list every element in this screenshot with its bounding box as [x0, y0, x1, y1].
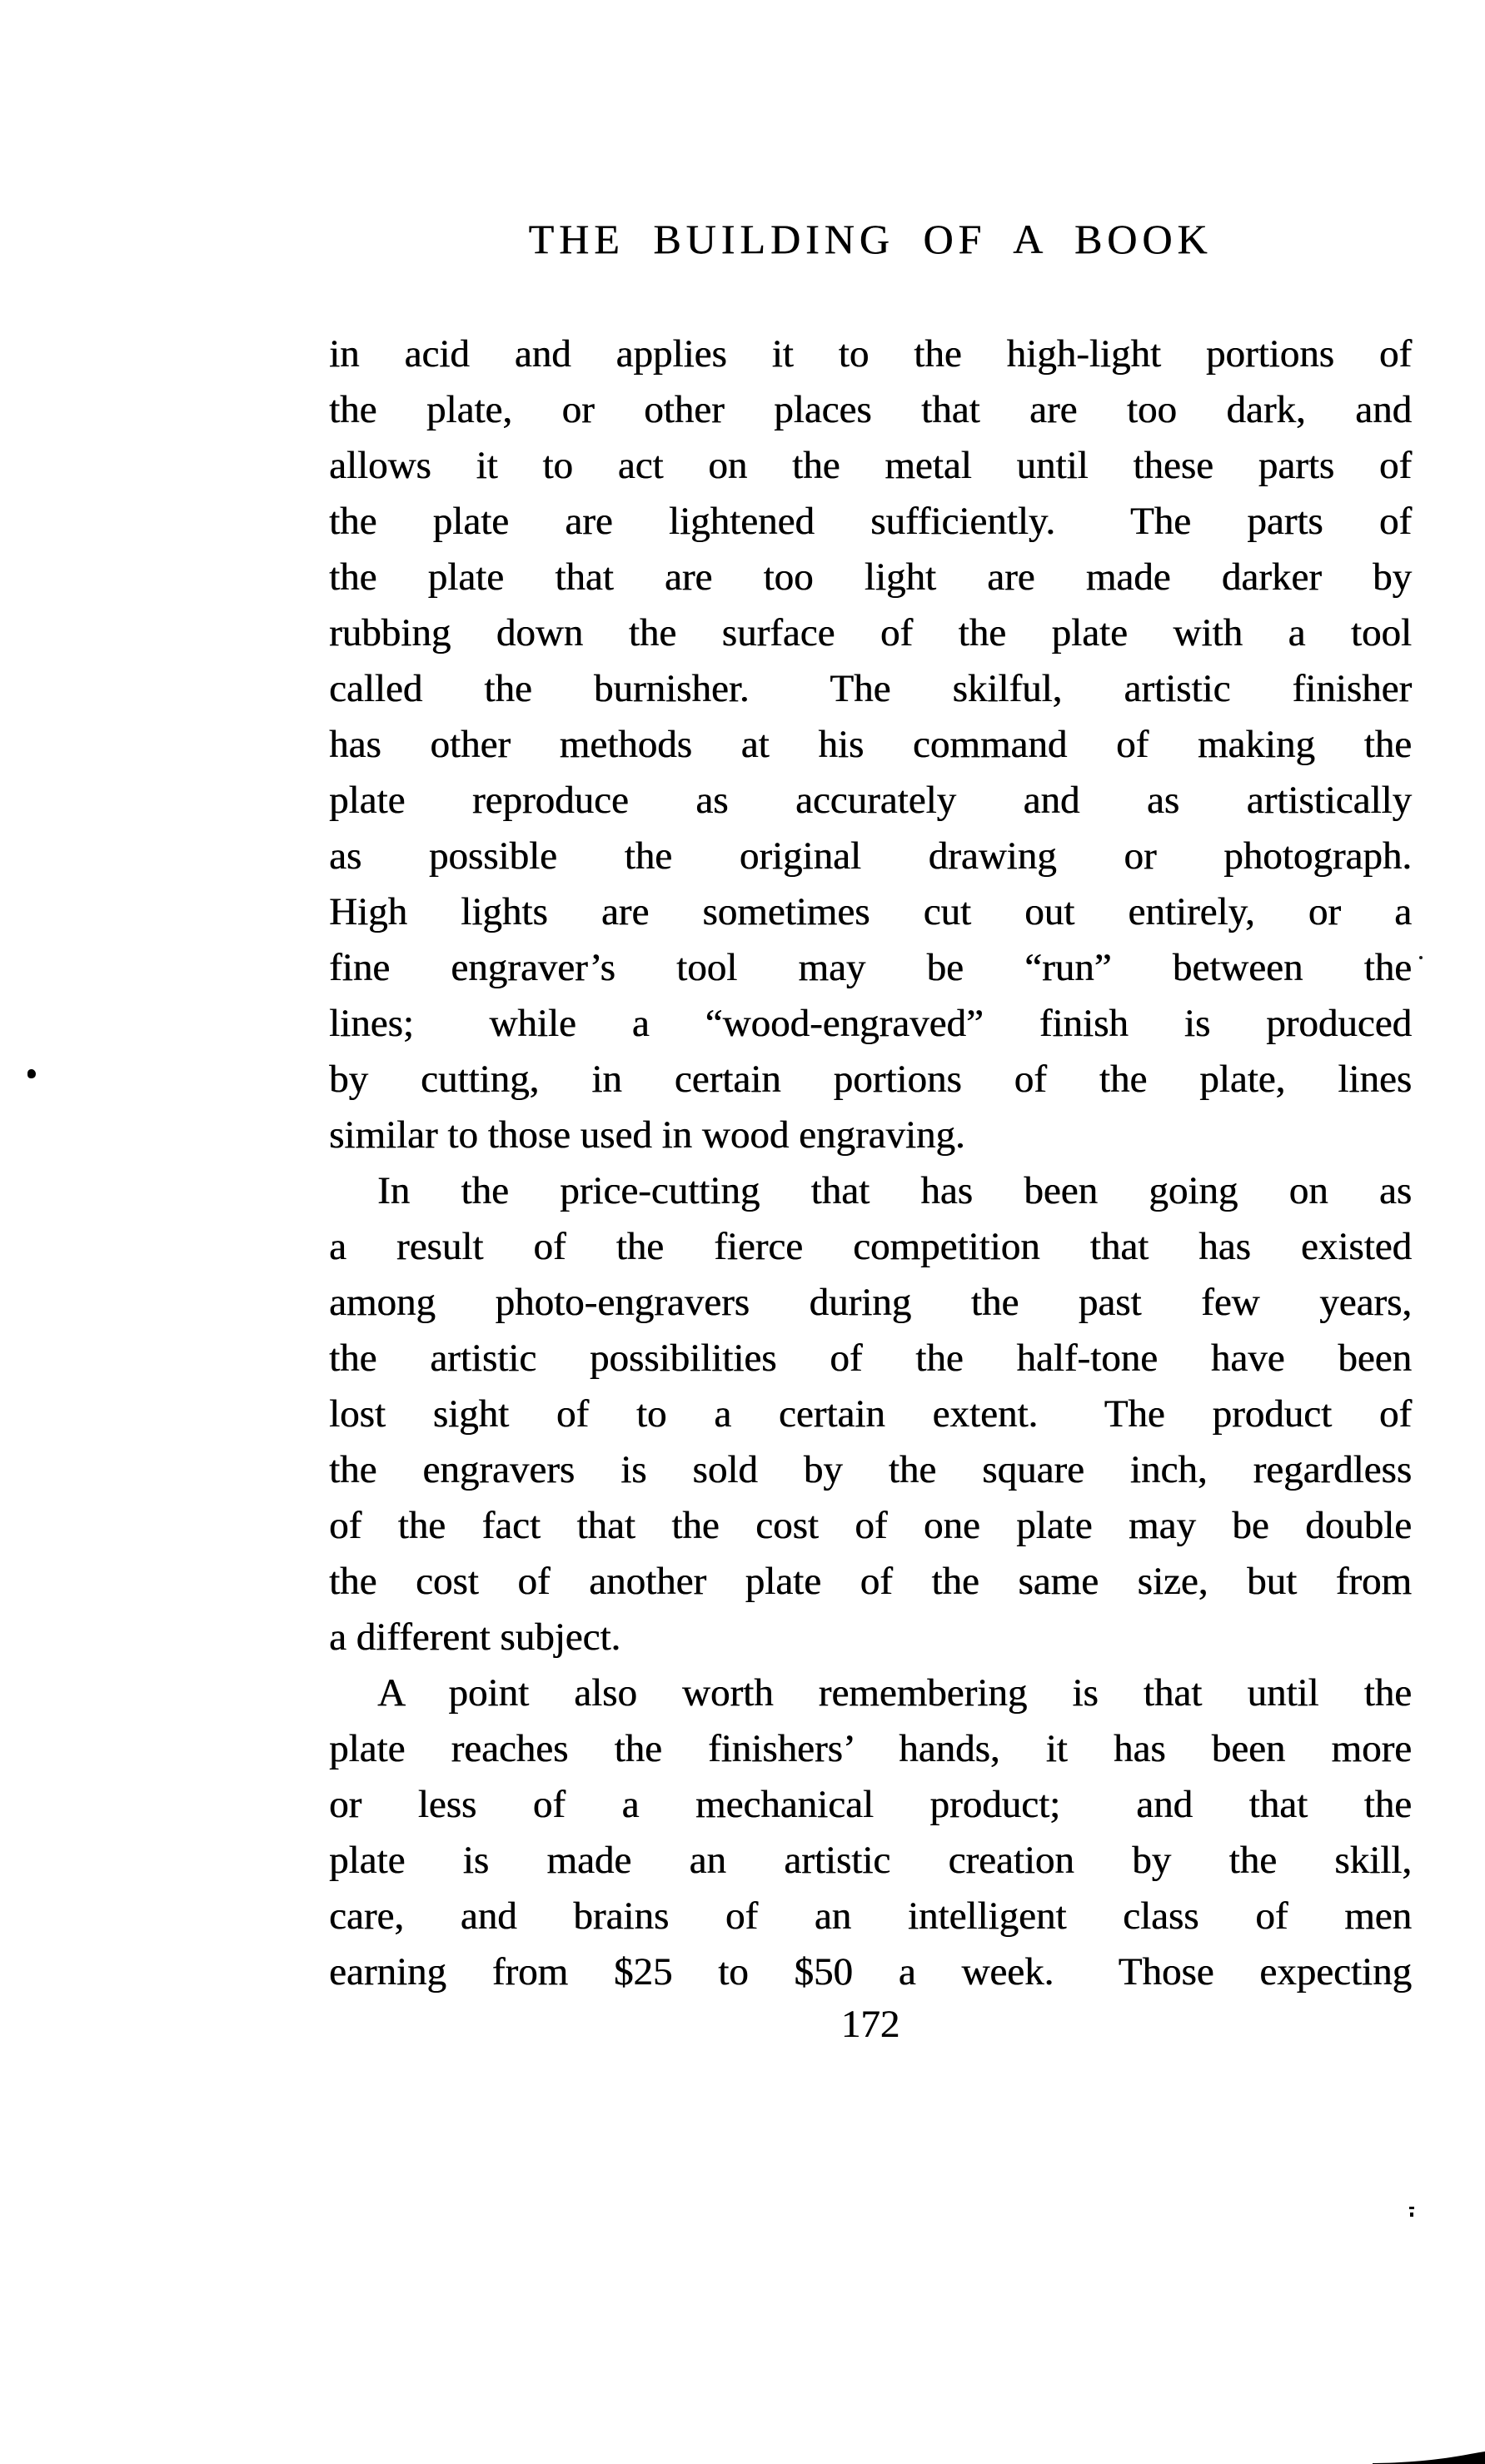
corner-shadow-artifact: [1373, 2451, 1485, 2464]
right-edge-mark: [1409, 2207, 1414, 2209]
body-line: High lights are sometimes cut out entirely, or a: [329, 890, 1412, 933]
body-line: lost sight of to a certain extent. The product of: [329, 1392, 1412, 1436]
page-title: THE BUILDING OF A BOOK: [528, 216, 1213, 262]
body-line: or less of a mechanical product; and that the: [329, 1783, 1412, 1826]
body-line: allows it to act on the metal until these parts of: [329, 444, 1412, 487]
body-line: the artistic possibilities of the half-tone have been: [329, 1337, 1412, 1380]
body-line: fine engraver’s tool may be “run” between the: [329, 946, 1412, 989]
body-line paragraph-end: similar to those used in wood engraving.: [329, 1113, 965, 1157]
body-line: a result of the fierce competition that has existed: [329, 1225, 1412, 1268]
ink-speck: [1419, 956, 1423, 959]
body-line: plate is made an artistic creation by the skill,: [329, 1839, 1412, 1882]
body-line paragraph-end: a different subject.: [329, 1615, 621, 1659]
body-line: by cutting, in certain portions of the plate, lines: [329, 1058, 1412, 1101]
body-line: the plate are lightened sufficiently. The parts of: [329, 500, 1412, 543]
body-line: of the fact that the cost of one plate may be double: [329, 1504, 1412, 1547]
body-line: plate reproduce as accurately and as artistically: [329, 779, 1412, 822]
body-line: called the burnisher. The skilful, artistic finisher: [329, 667, 1412, 710]
page-number: 172: [840, 2003, 900, 2046]
body-line: the plate that are too light are made darker by: [329, 555, 1412, 599]
body-line: the engravers is sold by the square inch, regardless: [329, 1448, 1412, 1491]
body-line: care, and brains of an intelligent class of men: [329, 1894, 1412, 1938]
body-line: the plate, or other places that are too dark, and: [329, 388, 1412, 431]
body-line: in acid and applies it to the high-light portions of: [329, 332, 1412, 376]
body-line: the cost of another plate of the same size, but from: [329, 1560, 1412, 1603]
body-text-block: [329, 326, 1412, 2000]
body-line: among photo-engravers during the past few years,: [329, 1281, 1412, 1324]
body-line: plate reaches the finishers’ hands, it has been more: [329, 1727, 1412, 1770]
body-line: lines; while a “wood-engraved” finish is produced: [329, 1002, 1412, 1045]
body-line: has other methods at his command of making the: [329, 723, 1412, 766]
body-line paragraph-start: In the price-cutting that has been going on as: [377, 1169, 1412, 1212]
body-line: rubbing down the surface of the plate with a tool: [329, 611, 1412, 655]
body-line: earning from $25 to $50 a week. Those expecting: [329, 1950, 1412, 1994]
right-edge-mark: [1410, 2213, 1413, 2217]
body-line paragraph-start: A point also worth remembering is that until the: [377, 1671, 1412, 1715]
ink-speck-left-margin: [27, 1069, 36, 1078]
body-line: as possible the original drawing or photograph.: [329, 834, 1412, 878]
